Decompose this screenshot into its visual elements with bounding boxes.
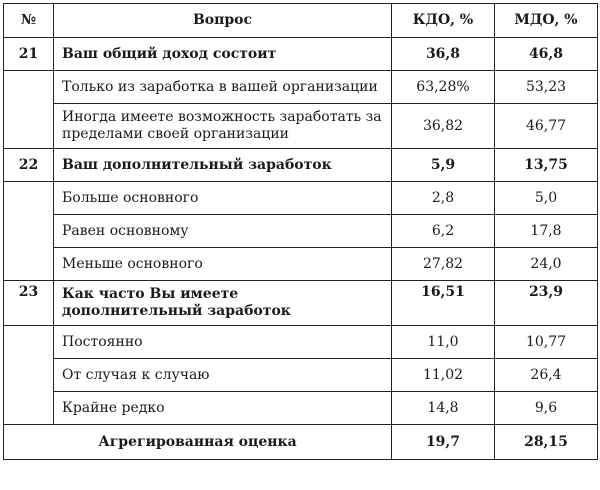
row-kdo: 16,51 [392,281,495,326]
table-row [4,182,598,215]
row-kdo: 11,02 [392,359,495,392]
table-row-section [4,38,598,71]
row-kdo: 14,8 [392,392,495,425]
row-question: Постоянно [54,326,392,359]
row-mdo: 5,0 [495,182,598,215]
aggregate-mdo: 28,15 [495,425,598,460]
row-mdo: 24,0 [495,248,598,281]
table-row [4,248,598,281]
row-kdo: 27,82 [392,248,495,281]
row-question: Равен основному [54,215,392,248]
row-question: Меньше основного [54,248,392,281]
row-mdo: 17,8 [495,215,598,248]
row-question: Крайне редко [54,392,392,425]
row-mdo: 13,75 [495,149,598,182]
row-kdo: 5,9 [392,149,495,182]
aggregate-label: Агрегированная оценка [4,425,392,460]
table-row [4,215,598,248]
row-question: Ваш общий доход состоит [54,38,392,71]
row-question: Только из заработка в вашей организации [54,71,392,104]
row-kdo: 6,2 [392,215,495,248]
row-question: Ваш дополнительный заработок [54,149,392,182]
row-kdo: 36,8 [392,38,495,71]
row-mdo: 46,8 [495,38,598,71]
row-mdo: 46,77 [495,104,598,149]
header-row [4,4,598,38]
row-num-blank [4,326,54,425]
header-question: Вопрос [54,4,392,38]
aggregate-kdo: 19,7 [392,425,495,460]
row-num-blank [4,71,54,149]
row-kdo: 11,0 [392,326,495,359]
table-row [4,71,598,104]
row-mdo: 53,23 [495,71,598,104]
table-row [4,104,598,149]
row-num: 22 [4,149,54,182]
table-row [4,326,598,359]
row-num: 23 [4,281,54,326]
row-question: Как часто Вы имеете дополнительный заработок [54,281,392,326]
survey-table-container [3,3,598,460]
row-mdo: 9,6 [495,392,598,425]
row-kdo: 63,28% [392,71,495,104]
row-kdo: 2,8 [392,182,495,215]
table-row-section [4,281,598,326]
row-question: От случая к случаю [54,359,392,392]
row-num: 21 [4,38,54,71]
survey-table [3,3,598,460]
table-row [4,359,598,392]
row-mdo: 26,4 [495,359,598,392]
aggregate-row [4,425,598,460]
header-num: № [4,4,54,38]
header-mdo: МДО, % [495,4,598,38]
table-row-section [4,149,598,182]
row-mdo: 23,9 [495,281,598,326]
row-question: Иногда имеете возможность заработать за пределами своей организации [54,104,392,149]
row-mdo: 10,77 [495,326,598,359]
row-num-blank [4,182,54,281]
row-question: Больше основного [54,182,392,215]
table-row [4,392,598,425]
row-kdo: 36,82 [392,104,495,149]
header-kdo: КДО, % [392,4,495,38]
